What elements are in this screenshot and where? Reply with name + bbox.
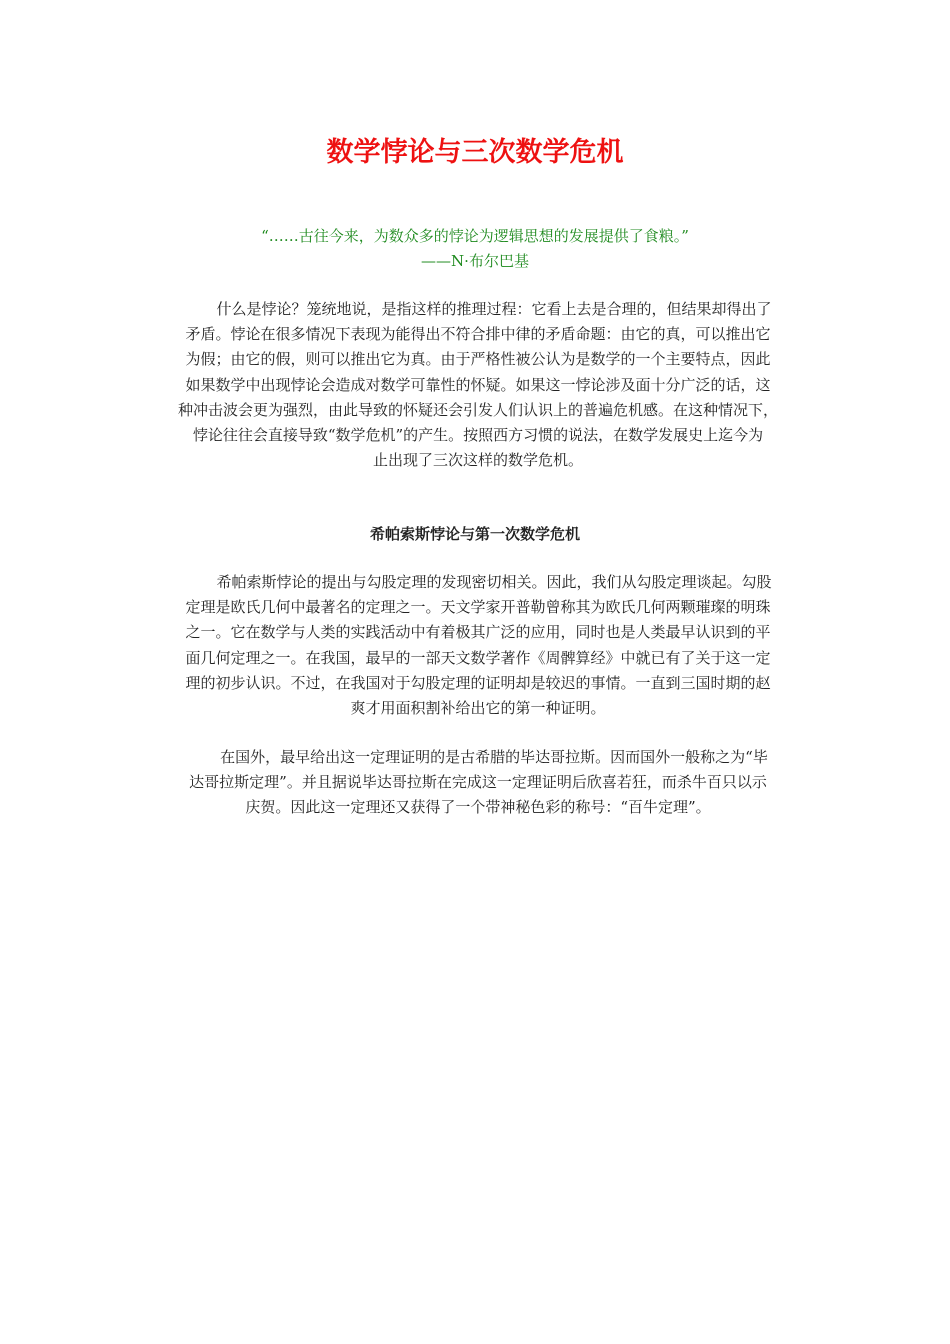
- paragraph-pythagoras: [150, 745, 806, 821]
- paragraph-line: 定理是欧氏几何中最著名的定理之一。天文学家开普勒曾称其为欧氏几何两颗璀璨的明珠: [185, 598, 771, 617]
- section-heading: 希帕索斯悖论与第一次数学危机: [369, 525, 580, 543]
- paragraph-line: 种冲击波会更为强烈，由此导致的怀疑还会引发人们认识上的普遍危机感。在这种情况下，: [177, 400, 778, 419]
- paragraph-line: 爽才用面积割补给出它的第一种证明。: [350, 699, 606, 718]
- paragraph-line: 矛盾。悖论在很多情况下表现为能得出不符合排中律的矛盾命题：由它的真，可以推出它: [185, 325, 771, 344]
- paragraph-pythagorean-intro: [150, 570, 806, 721]
- paragraph-line: 希帕索斯悖论的提出与勾股定理的发现密切相关。因此，我们从勾股定理谈起。勾股: [216, 573, 772, 591]
- document-title: 数学悖论与三次数学危机: [326, 137, 624, 168]
- paragraph-line: 如果数学中出现悖论会造成对数学可靠性的怀疑。如果这一悖论涉及面十分广泛的话，这: [185, 375, 771, 394]
- paragraph-intro: [150, 297, 806, 473]
- paragraph-line: 达哥拉斯定理”。并且据说毕达哥拉斯在完成这一定理证明后欣喜若狂，而杀牛百只以示: [189, 773, 767, 792]
- epigraph: [0, 224, 950, 274]
- paragraph-line: 面几何定理之一。在我国，最早的一部天文数学著作《周髀算经》中就已有了关于这一定: [185, 648, 771, 667]
- paragraph-line: 止出现了三次这样的数学危机。: [372, 451, 583, 470]
- paragraph-line: 为假；由它的假，则可以推出它为真。由于严格性被公认为是数学的一个主要特点，因此: [185, 350, 771, 369]
- epigraph-quote: “……古往今来，为数众多的悖论为逻辑思想的发展提供了食粮。”: [261, 227, 689, 245]
- paragraph-line: 悖论往往会直接导致“数学危机”的产生。按照西方习惯的说法，在数学发展史上迄今为: [192, 426, 764, 445]
- paragraph-line: 之一。它在数学与人类的实践活动中有着极其广泛的应用，同时也是人类最早认识到的平: [185, 623, 771, 642]
- paragraph-line: 理的初步认识。不过，在我国对于勾股定理的证明却是较迟的事情。一直到三国时期的赵: [185, 673, 771, 692]
- paragraph-line: 庆贺。因此这一定理还又获得了一个带神秘色彩的称号：“百牛定理”。: [245, 798, 711, 817]
- paragraph-line: 什么是悖论？笼统地说，是指这样的推理过程：它看上去是合理的，但结果却得出了: [216, 300, 772, 318]
- epigraph-attribution: ——N·布尔巴基: [421, 252, 529, 270]
- paragraph-line: 在国外，最早给出这一定理证明的是古希腊的毕达哥拉斯。因而国外一般称之为“毕: [220, 748, 768, 766]
